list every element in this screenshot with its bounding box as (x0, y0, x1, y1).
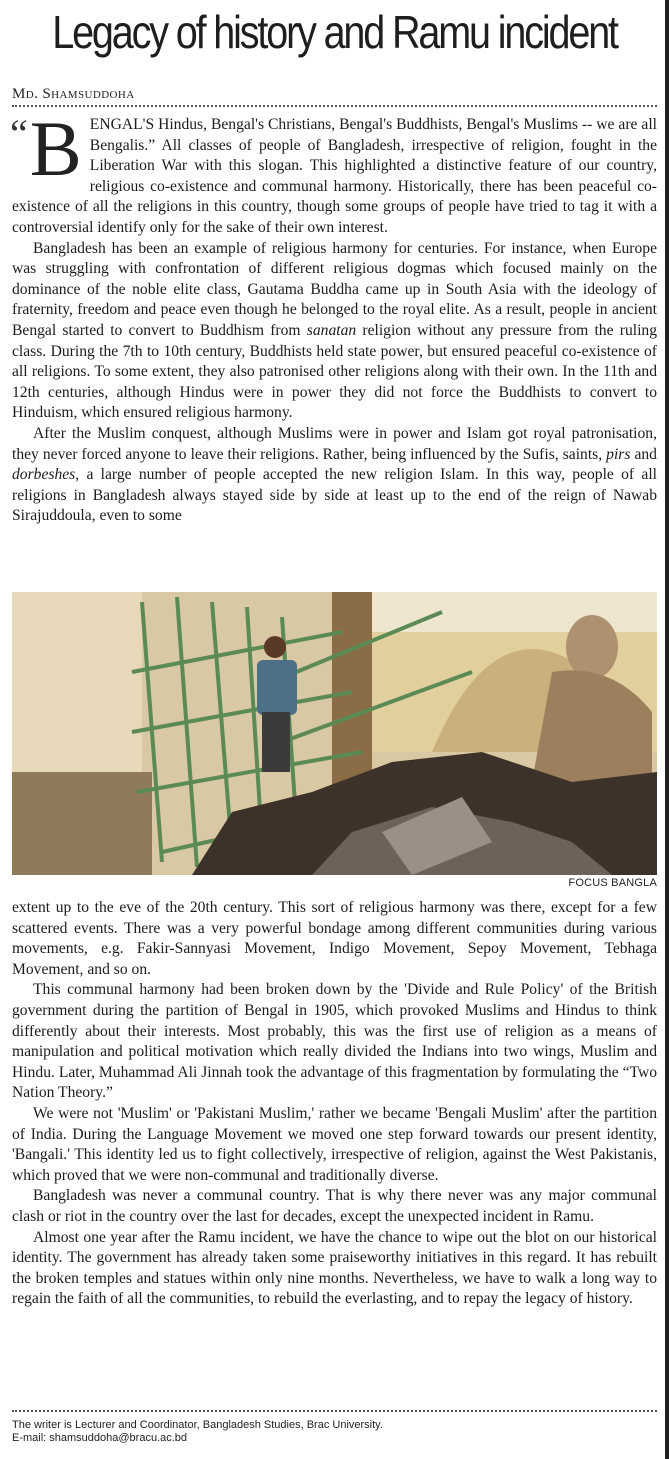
lead-paragraph (10, 105, 657, 239)
paragraph-3-continued: extent up to the eve of the 20th century. This sort of religious harmony was there, except for a few scattered events. There was a very powerful bondage among different communities during various movements, e.g. Fakir-Sannyasi Movement, Indigo Movement, Sepoy Movement, Tebhaga Movement, and so on. (12, 899, 657, 978)
byline: Md. Shamsuddoha (12, 86, 135, 102)
lead-text: ENGAL'S Hindus, Bengal's Christians, Bengal's Buddhists, Bengal's Muslims -- we are all Bengalis.” All classes of people of Bangladesh, irrespective of religion, fought in the Liberation War with this slogan. This highlighted a distinctive feature of our country, religious co-existence and communal harmony. Historically, there has been peaceful co-existence of all the religions in this country, though some groups of people have tried to tag it with a controversial identify only for the sake of their own interest. (12, 116, 657, 236)
photo-illustration (12, 592, 657, 875)
photo-credit: FOCUS BANGLA (568, 877, 657, 889)
paragraph-5: We were not 'Muslim' or 'Pakistani Muslim,' rather we became 'Bengali Muslim' after the partition of India. During the Language Movement we moved one step forward towards our present identity, 'Bangali.' This identity led us to fight collectively, irrespective of religion, against the West Pakistanis, which proved that we were non-communal and traditionally diverse. (12, 1104, 657, 1184)
author-footnote (12, 1419, 657, 1445)
author-credentials: The writer is Lecturer and Coordinator, Bangladesh Studies, Brac University. (12, 1419, 383, 1431)
photo-left-shadow (12, 772, 152, 875)
paragraph-3-italic-term-2: dorbeshes (12, 466, 76, 484)
article-body-bottom (12, 898, 657, 1310)
paragraph-2 (12, 239, 657, 424)
page-edge (665, 0, 669, 1459)
news-photo-burnt-temple (12, 592, 657, 875)
paragraph-2-italic-term: sanatan (306, 321, 357, 339)
paragraph-7: Almost one year after the Ramu incident, we have the chance to wipe out the blot on our historical identity. The government has already taken some praiseworthy initiatives in this regard. It has rebuilt the broken temples and statues within only nine months. Nevertheless, we have to walk a long way to regain the faith of all the communities, to rebuild the everlasting, and to repay the legacy of history. (12, 1228, 657, 1308)
article-body-top (10, 105, 657, 527)
paragraph-3-text-a: After the Muslim conquest, although Muslims were in power and Islam got royal patronisation, they never forced anyone to leave their religions. Rather, being influenced by the Sufis, saints, (12, 424, 657, 463)
opening-quote-mark: “ (10, 111, 28, 156)
photo-pillar (332, 592, 372, 802)
paragraph-2-text-b: religion without any pressure from the ruling class. During the 7th to 10th century, Buddhists held state power, but ensured peaceful co-existence of all religions. To some extent, they also patronised other religions along with their own. In the 11th and 12th centuries, although Hindus were in power they did not force the Buddhists to convert to Hinduism, which ensured religious harmony. (12, 321, 657, 422)
paragraph-2-text-a: Bangladesh has been an example of religious harmony for centuries. For instance, when Europe was struggling with confrontation of different religious dogmas which focused mainly on the dominance of the noble elite class, Gautama Buddha came up in South Asia with the ideology of fraternity, freedom and peace even though he belonged to the royal elite. As a result, people in ancient Bengal started to convert to Buddhism from (12, 239, 657, 339)
paragraph-4: This communal harmony had been broken down by the 'Divide and Rule Policy' of the British government during the partition of Bengal in 1905, which provoked Muslims and Hindus to think differently about their interests. Most probably, this was the first use of religion as a means of manipulation and political motivation which really divided the Indians into two wings, Muslim and Hindu. Later, Muhammad Ali Jinnah took the advantage of this fragmentation by formulating the “Two Nation Theory.” (12, 981, 657, 1102)
paragraph-3-text-b: and (630, 445, 657, 463)
author-email: E-mail: shamsuddoha@bracu.ac.bd (12, 1432, 188, 1444)
dropcap-letter: B (29, 105, 82, 192)
headline: Legacy of history and Ramu incident (52, 6, 617, 58)
paragraph-3 (12, 424, 657, 527)
paragraph-6: Bangladesh was never a communal country. That is why there never was any major communal clash or riot in the country over the last for decades, except the unexpected incident in Ramu. (12, 1187, 657, 1225)
paragraph-3-text-c: , a large number of people accepted the new religion Islam. In this way, people of all religions in Bangladesh always stayed side by side at least up to the end of the reign of Nawab Sirajuddoula, even to some (12, 466, 657, 525)
byline-rule (12, 105, 657, 107)
paragraph-3-italic-term-1: pirs (606, 445, 631, 463)
footnote-rule (12, 1410, 657, 1412)
